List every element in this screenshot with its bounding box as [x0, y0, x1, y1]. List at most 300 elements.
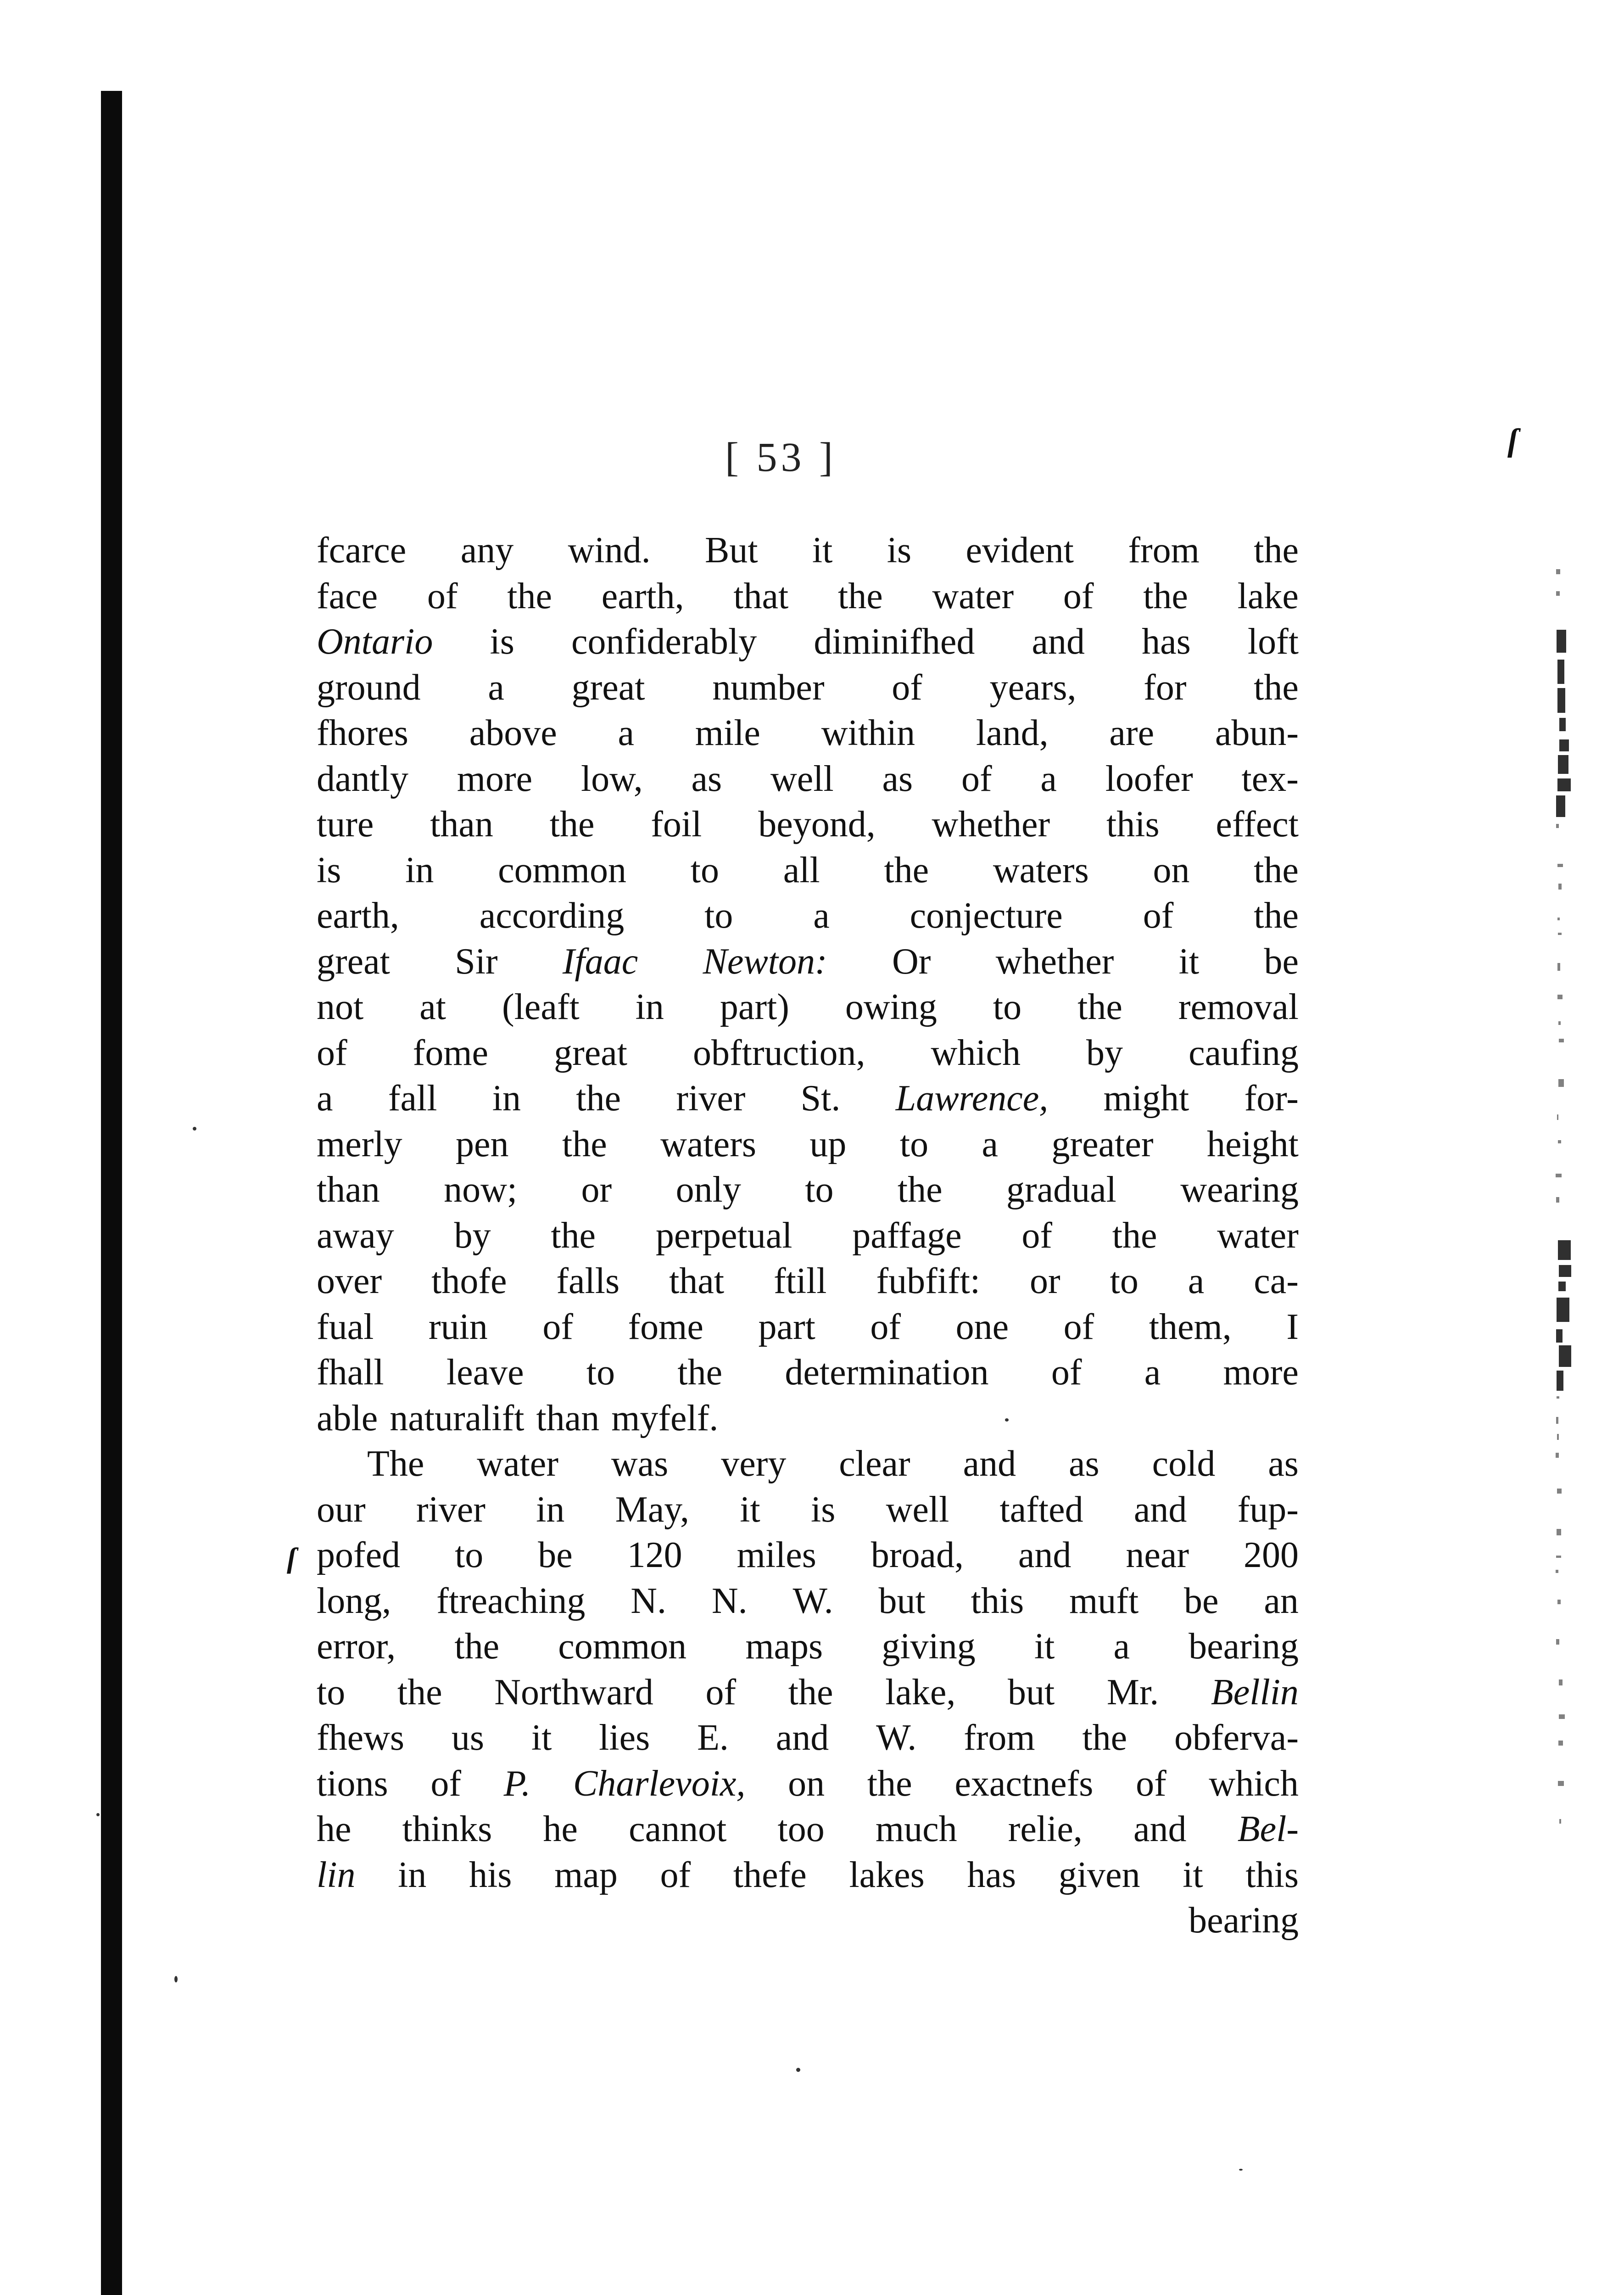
word: the	[1254, 850, 1299, 890]
word: map	[554, 1854, 618, 1895]
word: exactnefs	[954, 1763, 1094, 1804]
word: bearing	[1189, 1626, 1299, 1667]
word: a	[317, 1078, 333, 1119]
text-line	[317, 848, 1299, 894]
word: the	[1254, 667, 1299, 708]
word: ture	[317, 804, 374, 845]
text-line	[317, 1350, 1299, 1396]
word: the	[1077, 987, 1122, 1027]
word: is	[490, 621, 514, 662]
word: of	[1136, 1763, 1166, 1804]
word: to	[704, 896, 733, 936]
word: merly	[317, 1124, 402, 1164]
word: fhores	[317, 713, 408, 753]
word: of	[1063, 576, 1094, 616]
word: able	[317, 1398, 378, 1439]
word: Or	[892, 941, 931, 982]
scan-noise	[1557, 1600, 1561, 1604]
word: The	[367, 1444, 424, 1484]
word: a	[813, 896, 830, 936]
word: water	[1217, 1215, 1299, 1256]
text-line	[317, 574, 1299, 620]
text-line	[317, 1030, 1299, 1076]
word: whether	[932, 804, 1050, 845]
word: muft	[1069, 1580, 1139, 1621]
word: Newton:	[703, 941, 827, 982]
word: as	[1069, 1444, 1099, 1484]
word: effect	[1216, 804, 1299, 845]
word: loofer	[1105, 758, 1193, 799]
word: Mr.	[1106, 1672, 1159, 1713]
scan-noise	[1558, 1140, 1561, 1143]
scan-noise	[1557, 778, 1571, 792]
word: part	[758, 1306, 815, 1347]
word: of	[430, 1763, 461, 1804]
scan-noise	[1559, 1714, 1565, 1719]
word: and	[776, 1718, 829, 1758]
scan-noise	[1559, 1345, 1571, 1367]
scan-noise	[1556, 1639, 1559, 1644]
word: in	[398, 1854, 427, 1895]
text-line	[317, 1487, 1299, 1533]
word: to	[317, 1672, 346, 1713]
word: face	[317, 576, 378, 616]
word: Ontario	[317, 621, 433, 662]
scan-noise	[1556, 1174, 1562, 1177]
word: relie,	[1008, 1809, 1083, 1849]
scan-noise	[1559, 1265, 1571, 1277]
word: than	[536, 1398, 600, 1439]
word: (leaft	[502, 987, 580, 1027]
word: or	[1030, 1261, 1060, 1301]
scan-noise	[1557, 1371, 1563, 1391]
word: river	[416, 1489, 486, 1530]
word: of	[427, 576, 458, 616]
word: of	[1063, 1306, 1094, 1347]
word: as	[882, 758, 913, 799]
word: or	[581, 1170, 612, 1210]
word: falls	[556, 1261, 620, 1301]
scan-noise	[1558, 1282, 1566, 1291]
word: great	[571, 667, 645, 708]
scan-noise	[1556, 569, 1560, 574]
word: as	[1268, 1444, 1299, 1484]
word: the	[788, 1672, 833, 1713]
word: tions	[317, 1763, 388, 1804]
scan-speck	[193, 1127, 196, 1131]
word: of	[1021, 1215, 1052, 1256]
word: Ifaac	[562, 941, 638, 982]
word: the	[454, 1626, 500, 1667]
word: to	[586, 1352, 615, 1393]
catchword-line	[317, 1898, 1299, 1944]
word: very	[721, 1444, 787, 1484]
scan-noise	[1558, 1781, 1564, 1786]
word: the	[507, 576, 552, 616]
scan-noise	[1559, 739, 1569, 751]
word: diminifhed	[814, 621, 975, 662]
text-line	[317, 1761, 1299, 1807]
word: error,	[317, 1626, 396, 1667]
word: fall	[388, 1078, 437, 1119]
scan-noise	[1557, 995, 1563, 999]
word: N.	[631, 1580, 666, 1621]
scan-noise	[1556, 1329, 1563, 1342]
word: of	[1051, 1352, 1082, 1393]
word: too	[777, 1809, 825, 1849]
scan-noise	[1556, 1556, 1562, 1558]
text-line	[317, 1259, 1299, 1304]
word: his	[469, 1854, 512, 1895]
word: this	[1106, 804, 1160, 845]
word: of	[1143, 896, 1174, 936]
scan-noise	[1558, 755, 1568, 774]
word: and	[1133, 1489, 1187, 1530]
word: of	[660, 1854, 691, 1895]
text-line	[317, 619, 1299, 665]
word: long,	[317, 1580, 391, 1621]
word: St.	[800, 1078, 841, 1119]
scan-noise	[1556, 1197, 1559, 1203]
word: great	[317, 941, 390, 982]
word: the	[549, 804, 595, 845]
word: N.	[711, 1580, 748, 1621]
word: now;	[444, 1170, 518, 1210]
scan-speck	[174, 1976, 178, 1982]
text-line	[317, 711, 1299, 756]
page-number: [ 53 ]	[725, 435, 837, 480]
word: ftill	[773, 1261, 827, 1301]
text-line	[317, 1441, 1299, 1487]
word: wind.	[568, 530, 651, 571]
word: paffage	[852, 1215, 962, 1256]
word: part)	[720, 987, 789, 1027]
body-text	[317, 528, 1299, 1944]
scan-noise	[1556, 795, 1565, 817]
word: but	[1008, 1672, 1055, 1713]
word: an	[1264, 1580, 1299, 1621]
word: might	[1103, 1078, 1189, 1119]
scan-noise-strip	[1556, 569, 1569, 1827]
word: miles	[737, 1535, 816, 1575]
scan-noise	[1559, 1039, 1564, 1042]
word: W.	[876, 1718, 917, 1758]
word: the	[677, 1352, 723, 1393]
word: he	[543, 1809, 578, 1849]
word: a	[488, 667, 504, 708]
word: are	[1109, 713, 1155, 753]
word: to	[993, 987, 1022, 1027]
word: he	[317, 1809, 352, 1849]
text-line	[317, 1122, 1299, 1168]
word: mile	[695, 713, 760, 753]
word: tex-	[1241, 758, 1299, 799]
word: cold	[1152, 1444, 1216, 1484]
word: to	[455, 1535, 484, 1575]
text-line	[317, 528, 1299, 574]
scan-speck	[1239, 2169, 1243, 2171]
word: it	[740, 1489, 760, 1530]
word: from	[1128, 530, 1200, 571]
scan-noise	[1559, 718, 1566, 731]
word: for-	[1244, 1078, 1299, 1119]
word: in	[492, 1078, 521, 1119]
word: lies	[599, 1718, 650, 1758]
word: near	[1126, 1535, 1189, 1575]
word: has	[1142, 621, 1191, 662]
word: leave	[446, 1352, 524, 1393]
word: only	[675, 1170, 741, 1210]
word: over	[317, 1261, 382, 1301]
word: away	[317, 1215, 394, 1256]
word: which	[931, 1032, 1021, 1073]
text-line	[317, 1624, 1299, 1670]
word: common	[498, 850, 627, 890]
word: the	[397, 1672, 442, 1713]
word: be	[1184, 1580, 1219, 1621]
word: from	[964, 1718, 1035, 1758]
word: fubfift:	[876, 1261, 981, 1301]
text-line	[317, 665, 1299, 711]
word: loft	[1247, 621, 1299, 662]
word: which	[1209, 1763, 1299, 1804]
word: obferva-	[1174, 1718, 1299, 1758]
word: it	[812, 530, 833, 571]
word: to	[690, 850, 719, 890]
word: a	[1113, 1626, 1130, 1667]
word: and	[1133, 1809, 1187, 1849]
word: 120	[627, 1535, 682, 1575]
word: within	[821, 713, 915, 753]
word: than	[317, 1170, 380, 1210]
text-line	[317, 939, 1299, 985]
word: perpetual	[655, 1215, 792, 1256]
word: by	[454, 1215, 491, 1256]
word: fcarce	[317, 530, 407, 571]
word: of	[961, 758, 992, 799]
word: thefe	[733, 1854, 807, 1895]
scan-noise	[1557, 864, 1563, 867]
word: fual	[317, 1306, 374, 1347]
word: evident	[965, 530, 1074, 571]
word: not	[317, 987, 364, 1027]
word: lakes	[849, 1854, 925, 1895]
word: well	[770, 758, 834, 799]
word: ca-	[1254, 1261, 1299, 1301]
word: Bellin	[1211, 1672, 1299, 1713]
scan-noise	[1557, 1298, 1569, 1322]
word: the	[897, 1170, 943, 1210]
text-line	[317, 1807, 1299, 1853]
word: that	[669, 1261, 725, 1301]
word: that	[733, 576, 789, 616]
word: fhall	[317, 1352, 384, 1393]
word: pofed	[317, 1535, 401, 1575]
scan-noise	[1557, 688, 1565, 713]
word: beyond,	[758, 804, 876, 845]
word: the	[867, 1763, 912, 1804]
word: this	[1245, 1854, 1299, 1895]
scan-speck	[96, 1813, 100, 1816]
text-line	[317, 1304, 1299, 1350]
word: above	[469, 713, 557, 753]
word: determination	[785, 1352, 989, 1393]
word: a	[982, 1124, 999, 1164]
word: to	[1110, 1261, 1138, 1301]
word: wearing	[1180, 1170, 1299, 1210]
word: height	[1206, 1124, 1299, 1164]
word: fhews	[317, 1718, 405, 1758]
word: well	[886, 1489, 949, 1530]
word: tafted	[999, 1489, 1083, 1530]
word: obftruction,	[693, 1032, 865, 1073]
word: in	[635, 987, 664, 1027]
word: a	[1188, 1261, 1205, 1301]
word: 200	[1243, 1535, 1299, 1575]
catchword: bearing	[1189, 1900, 1299, 1941]
word: than	[430, 804, 493, 845]
binding-edge	[101, 91, 122, 2295]
word: fome	[413, 1032, 489, 1073]
word: water	[932, 576, 1014, 616]
word: of	[892, 667, 922, 708]
word: But	[704, 530, 758, 571]
word: a	[1040, 758, 1057, 799]
text-line	[317, 1715, 1299, 1761]
word: broad,	[871, 1535, 964, 1575]
scan-noise	[1557, 963, 1560, 971]
text-line	[317, 1396, 1299, 1442]
word: the	[562, 1124, 607, 1164]
text-line	[317, 802, 1299, 848]
word: it	[1183, 1854, 1203, 1895]
word: pen	[456, 1124, 509, 1164]
word: owing	[845, 987, 937, 1027]
word: them,	[1149, 1306, 1232, 1347]
scan-noise	[1557, 630, 1566, 652]
word: I	[1286, 1306, 1299, 1347]
word: waters	[993, 850, 1089, 890]
scan-noise	[1557, 1396, 1560, 1399]
word: land,	[976, 713, 1049, 753]
word: was	[611, 1444, 669, 1484]
word: Northward	[494, 1672, 653, 1713]
word: in	[405, 850, 434, 890]
word: is	[887, 530, 912, 571]
word: a	[618, 713, 634, 753]
scan-noise	[1556, 1417, 1558, 1424]
scan-noise	[1559, 1819, 1561, 1824]
word: ruin	[428, 1306, 488, 1347]
word: us	[451, 1718, 485, 1758]
text-line	[317, 1579, 1299, 1624]
word: cannot	[629, 1809, 727, 1849]
scan-noise	[1557, 1489, 1562, 1493]
text-line	[317, 1213, 1299, 1259]
scan-noise	[1557, 660, 1564, 684]
word: river	[676, 1078, 746, 1119]
word: lake,	[885, 1672, 956, 1713]
word: by	[1086, 1032, 1123, 1073]
word: thinks	[402, 1809, 492, 1849]
scan-noise	[1557, 1434, 1559, 1440]
word: waters	[660, 1124, 756, 1164]
word: conjecture	[910, 896, 1063, 936]
word: to	[805, 1170, 834, 1210]
word: water	[477, 1444, 558, 1484]
text-line	[317, 1167, 1299, 1213]
text-line	[317, 1853, 1299, 1898]
scan-noise	[1556, 824, 1559, 828]
word: is	[810, 1489, 836, 1530]
word: is	[317, 850, 341, 890]
word: of	[705, 1672, 737, 1713]
word: thofe	[431, 1261, 507, 1301]
word: greater	[1051, 1124, 1154, 1164]
word: our	[317, 1489, 366, 1530]
word: this	[971, 1580, 1024, 1621]
word: gradual	[1006, 1170, 1116, 1210]
scan-noise	[1557, 918, 1560, 920]
word: Bel-	[1237, 1809, 1299, 1849]
word: W.	[792, 1580, 833, 1621]
scan-noise	[1556, 1570, 1558, 1573]
word: earth,	[317, 896, 399, 936]
word: May,	[615, 1489, 690, 1530]
word: for	[1144, 667, 1187, 708]
scan-noise	[1556, 1453, 1559, 1458]
text-line	[317, 1670, 1299, 1716]
scan-speck	[796, 2068, 800, 2072]
scan-noise	[1556, 591, 1560, 596]
scan-noise	[1558, 884, 1562, 889]
word: dantly	[317, 758, 408, 799]
word: up	[809, 1124, 847, 1164]
scan-noise	[1558, 933, 1561, 935]
word: the	[576, 1078, 621, 1119]
text-line	[317, 1076, 1299, 1122]
word: myfelf.	[611, 1398, 719, 1439]
word: and	[963, 1444, 1016, 1484]
word: more	[457, 758, 533, 799]
scan-noise	[1557, 1114, 1558, 1120]
word: but	[878, 1580, 926, 1621]
word: whether	[995, 941, 1114, 982]
word: the	[838, 576, 883, 616]
word: it	[1034, 1626, 1055, 1667]
paragraph-1	[317, 528, 1299, 1441]
word: has	[967, 1854, 1016, 1895]
scan-noise	[1558, 1240, 1571, 1260]
word: of	[542, 1306, 573, 1347]
word: given	[1058, 1854, 1140, 1895]
word: one	[955, 1306, 1009, 1347]
word: a	[1144, 1352, 1161, 1393]
word: foil	[651, 804, 702, 845]
word: fome	[628, 1306, 703, 1347]
word: of	[317, 1032, 347, 1073]
word: ftreaching	[436, 1580, 586, 1621]
word: ground	[317, 667, 421, 708]
word: the	[884, 850, 929, 890]
word: any	[460, 530, 514, 571]
word: and	[1018, 1535, 1072, 1575]
word: more	[1223, 1352, 1299, 1393]
word: it	[1178, 941, 1200, 982]
scan-noise	[1558, 1741, 1563, 1746]
word: great	[554, 1032, 627, 1073]
word: maps	[745, 1626, 823, 1667]
